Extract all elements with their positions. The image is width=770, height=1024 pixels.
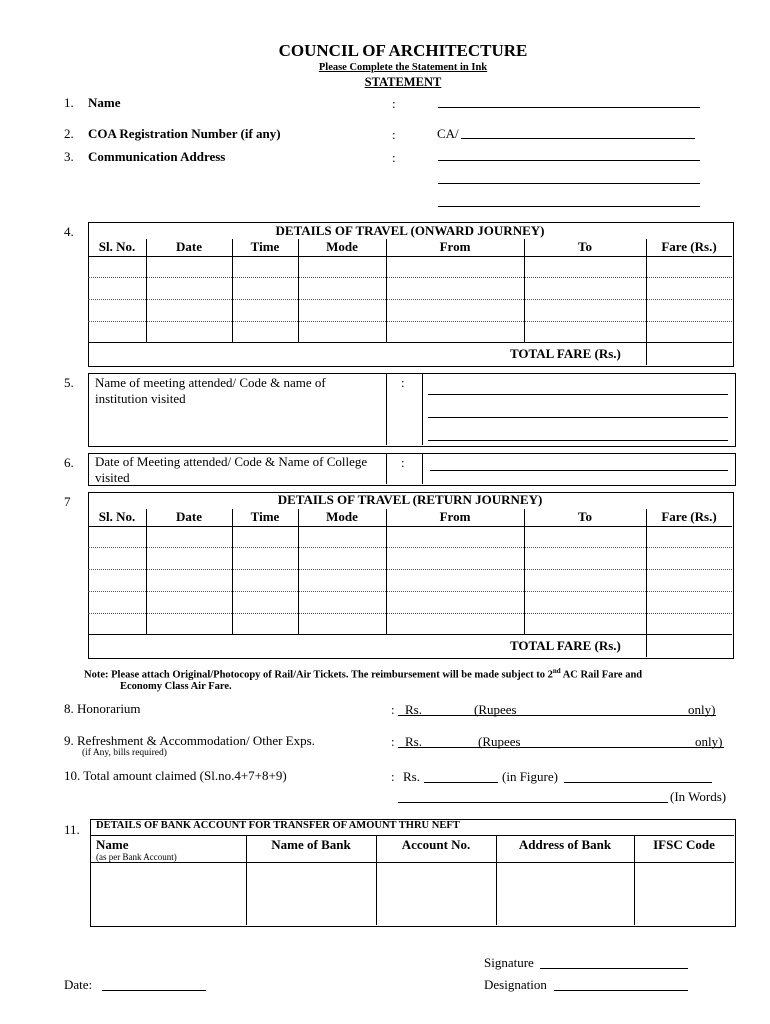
item-number: 4. xyxy=(64,224,74,239)
item-number: 2. xyxy=(64,126,74,141)
col-header: Date xyxy=(176,239,202,254)
designation-label: Designation xyxy=(484,977,547,992)
colon: : xyxy=(391,734,395,749)
item-number: 3. xyxy=(64,149,74,164)
col-header: Date xyxy=(176,509,202,524)
total-fare-label: TOTAL FARE (Rs.) xyxy=(510,638,621,653)
address-input-line-1[interactable] xyxy=(438,160,700,161)
refreshment-input-line[interactable] xyxy=(398,747,724,748)
name-label: Name xyxy=(88,95,121,110)
refreshment-label: 9. Refreshment & Accommodation/ Other Exps. xyxy=(64,733,315,748)
rs-label: Rs. xyxy=(405,734,422,749)
colon: : xyxy=(391,702,395,717)
col-header: To xyxy=(578,239,592,254)
address-label: Communication Address xyxy=(88,149,226,164)
col-header: From xyxy=(439,239,471,254)
coa-input-line[interactable] xyxy=(461,138,695,139)
item-number: 1. xyxy=(64,95,74,110)
rupees-label: (Rupees xyxy=(478,734,521,749)
form-title: COUNCIL OF ARCHITECTURE xyxy=(278,41,528,60)
meeting-date-input-line[interactable] xyxy=(430,470,728,471)
item-number: 5. xyxy=(64,375,74,390)
meeting-label: Name of meeting attended/ Code & name of institution visited xyxy=(95,375,326,406)
bank-col-address: Address of Bank xyxy=(518,837,612,852)
total-figure-input-line-2[interactable] xyxy=(564,782,712,783)
item-number: 11. xyxy=(64,822,80,837)
date-label: Date: xyxy=(64,977,93,992)
coa-label: COA Registration Number (if any) xyxy=(88,126,281,141)
note-line-2: Economy Class Air Fare. xyxy=(120,681,232,692)
meeting-input-line-1[interactable] xyxy=(428,394,728,395)
note-line-1 xyxy=(84,667,642,681)
onward-table-title: DETAILS OF TRAVEL (ONWARD JOURNEY) xyxy=(275,223,545,238)
coa-prefix: CA/ xyxy=(437,126,459,141)
rs-label: Rs. xyxy=(403,769,420,784)
bank-col-ifsc: IFSC Code xyxy=(653,837,715,852)
return-table-title: DETAILS OF TRAVEL (RETURN JOURNEY) xyxy=(277,492,543,507)
name-input-line[interactable] xyxy=(438,107,700,108)
colon: : xyxy=(392,150,396,165)
meeting-input-line-3[interactable] xyxy=(428,440,728,441)
meeting-input-line-2[interactable] xyxy=(428,417,728,418)
form-subtitle: STATEMENT xyxy=(364,75,442,89)
col-header: Fare (Rs.) xyxy=(661,509,717,524)
col-header: Time xyxy=(250,509,280,524)
meeting-date-label: Date of Meeting attended/ Code & Name of College visited xyxy=(95,454,368,485)
only-label: only) xyxy=(688,702,716,717)
rupees-label: (Rupees xyxy=(474,702,517,717)
total-words-input-line[interactable] xyxy=(398,802,668,803)
colon: : xyxy=(392,96,396,111)
colon: : xyxy=(392,127,396,142)
col-header: Mode xyxy=(326,239,358,254)
honorarium-label: 8. Honorarium xyxy=(64,701,141,716)
col-header: Mode xyxy=(326,509,358,524)
refreshment-sublabel: (if Any, bills required) xyxy=(82,748,167,758)
designation-input-line[interactable] xyxy=(554,990,688,991)
col-header: To xyxy=(578,509,592,524)
in-words-label: (In Words) xyxy=(670,789,727,804)
total-fare-label: TOTAL FARE (Rs.) xyxy=(510,346,621,361)
total-figure-input-line[interactable] xyxy=(424,782,498,783)
colon: : xyxy=(391,769,395,784)
bank-col-account: Account No. xyxy=(401,837,471,852)
bank-col-name-sub: (as per Bank Account) xyxy=(96,852,177,862)
item-number: 6. xyxy=(64,455,74,470)
col-header: Sl. No. xyxy=(98,239,136,254)
note-text: AC Rail Fare and xyxy=(560,669,643,681)
col-header: Sl. No. xyxy=(98,509,136,524)
date-input-line[interactable] xyxy=(102,990,206,991)
honorarium-input-line[interactable] xyxy=(398,715,716,716)
in-figure-label: (in Figure) xyxy=(502,769,558,784)
signature-label: Signature xyxy=(484,955,534,970)
item-number: 7 xyxy=(64,494,71,509)
total-claimed-label: 10. Total amount claimed (Sl.no.4+7+8+9) xyxy=(64,768,287,783)
address-input-line-3[interactable] xyxy=(438,206,700,207)
only-label: only) xyxy=(695,734,723,749)
col-header: Fare (Rs.) xyxy=(661,239,717,254)
bank-table-title: DETAILS OF BANK ACCOUNT FOR TRANSFER OF AMOUNT THRU NEFT xyxy=(96,820,460,831)
col-header: From xyxy=(439,509,471,524)
bank-col-bank: Name of Bank xyxy=(271,837,351,852)
note-text: Note: Please attach Original/Photocopy of Rail/Air Tickets. The reimbursement will be made subject to 2 xyxy=(84,669,553,681)
note-superscript: nd xyxy=(552,667,561,675)
signature-input-line[interactable] xyxy=(540,968,688,969)
address-input-line-2[interactable] xyxy=(438,183,700,184)
rs-label: Rs. xyxy=(405,702,422,717)
form-instruction: Please Complete the Statement in Ink xyxy=(318,62,488,73)
colon: : xyxy=(401,375,405,390)
col-header: Time xyxy=(250,239,280,254)
colon: : xyxy=(401,455,405,470)
bank-col-name: Name xyxy=(96,837,129,852)
